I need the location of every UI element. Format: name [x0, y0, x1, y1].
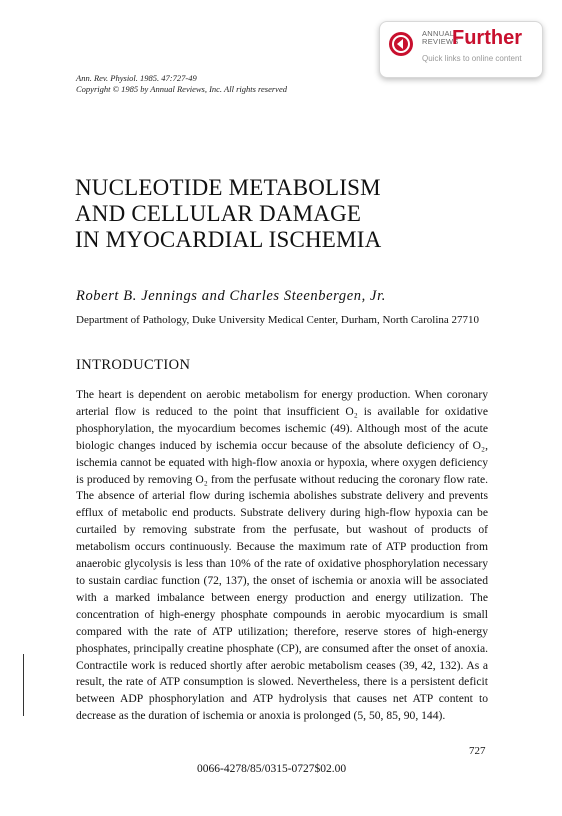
margin-marker [23, 654, 24, 716]
title-line: AND CELLULAR DAMAGE [75, 201, 362, 226]
section-heading: INTRODUCTION [76, 357, 191, 373]
journal-citation: Ann. Rev. Physiol. 1985. 47:727-49 [76, 73, 197, 83]
page-number: 727 [469, 745, 486, 757]
further-badge-link[interactable] [379, 21, 543, 78]
reviews-label: REVIEWS [422, 37, 459, 46]
further-subtitle: Quick links to online content [422, 54, 522, 63]
further-label: Further [452, 27, 522, 49]
journal-reference [76, 73, 287, 95]
body-paragraph: The heart is dependent on aerobic metabolism for energy production. When coronary arterial flow is reduced to the point that insufficient O₂ is available for oxidative phosphorylation, the myocardium becomes ischemic (49). Although most of the acute biologic changes induced by ischemia occur because of the absolute deficiency of O₂, ischemia cannot be equated with high-flow anoxia or hypoxia, where oxygen deficiency is produced by removing O₂ from the perfusate without reducing the coronary flow rate. The absence of arterial flow during ischemia abolishes substrate delivery and prevents efflux of metabolic end products. Substrate delivery during high-flow hypoxia can be curtailed by removing substrate from the perfusate, but washout of products of metabolism occurs continuously. Because the maximum rate of ATP production from anaerobic glycolysis is less than 10% of the rate of oxidative phosphorylation necessary to sustain cardiac function (72, 137), the onset of ischemia or anoxia will be associated with a marked imbalance between energy production and energy utilization. The concentration of high-energy phosphate compounds in aerobic myocardium is small compared with the rate of ATP utilization; therefore, reserve stores of high-energy phosphates, principally creatine phosphate (CP), are consumed after the onset of anoxia. Contractile work is reduced shortly after aerobic metabolism ceases (39, 42, 132). As a result, the rate of ATP consumption is slowed. Nevertheless, there is a persistent deficit between ADP phosphorylation and ATP hydrolysis that causes net ATP content to decrease as the duration of ischemia or anoxia is prolonged (5, 50, 85, 90, 144). [76, 388, 488, 723]
article-title [75, 175, 381, 253]
annual-label: ANNUAL [422, 29, 455, 38]
title-line: NUCLEOTIDE METABOLISM [75, 175, 381, 200]
author-names: Robert B. Jennings and Charles Steenbergen, Jr. [76, 288, 386, 304]
play-arrow-icon [389, 32, 413, 56]
author-affiliation: Department of Pathology, Duke University Medical Center, Durham, North Carolina 27710 [76, 314, 480, 326]
copyright-line: Copyright © 1985 by Annual Reviews, Inc. All rights reserved [76, 84, 287, 94]
footer-code: 0066-4278/85/0315-0727$02.00 [197, 763, 347, 775]
title-line: IN MYOCARDIAL ISCHEMIA [75, 227, 382, 252]
